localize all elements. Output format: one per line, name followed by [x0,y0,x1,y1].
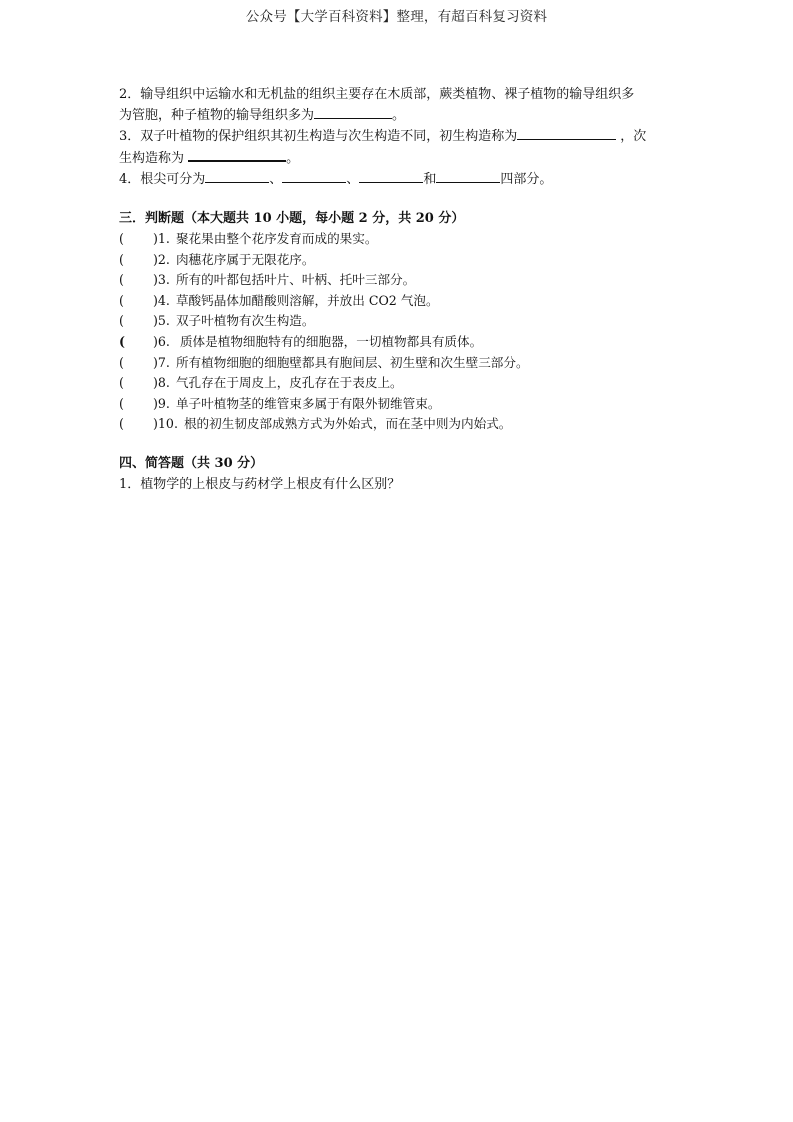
question-2-line1: 2．输导组织中运输水和无机盐的组织主要存在木质部，蕨类植物、裸子植物的输导组织多 [119,87,635,102]
item-text: 单子叶植物茎的维管束多属于有限外韧维管束。 [175,395,441,411]
answer-paren[interactable]: ( [119,395,124,411]
page-header: 公众号【大学百科资料】整理，有超百科复习资料 [245,9,548,25]
answer-paren[interactable]: ( [119,313,124,329]
answer-paren[interactable]: ( [119,251,124,267]
question-4-sep1: 、 [269,172,283,187]
question-3-line1-after: ，次 [620,129,647,144]
item-text: 双子叶植物有次生构造。 [175,313,315,329]
question-4-sep2: 、 [346,172,360,187]
true-false-list [119,229,675,435]
list-item [119,270,675,291]
list-item [119,353,675,374]
answer-blank[interactable] [517,126,616,140]
short-answer-question-1: 1．植物学的上根皮与药材学上根皮有什么区别？ [119,476,401,492]
item-number: )4. [153,292,170,308]
answer-blank[interactable] [282,169,346,183]
answer-paren[interactable]: ( [119,231,124,246]
question-2-line2-after: 。 [392,108,406,123]
item-text: 质体是植物细胞特有的细胞器，一切植物都具有质体。 [179,333,483,349]
item-number: )7. [153,354,170,370]
item-number: )1. [153,231,170,246]
question-3-line2-after: 。 [286,151,300,166]
item-text: 肉穗花序属于无限花序。 [175,251,315,267]
section-4-title: 四、简答题（共 30 分） [119,455,264,471]
item-text: 所有的叶都包括叶片、叶柄、托叶三部分。 [175,272,416,288]
item-text: 根的初生韧皮部成熟方式为外始式，而在茎中则为内始式。 [183,416,512,432]
item-number: )6. [153,333,170,349]
section-3-title: 三．判断题（本大题共 10 小题，每小题 2 分，共 20 分） [119,211,465,226]
answer-blank[interactable] [436,169,500,183]
answer-paren[interactable]: ( [119,333,125,349]
answer-paren[interactable]: ( [119,416,124,432]
answer-blank[interactable] [205,169,269,183]
question-3-line1-before: 3．双子叶植物的保护组织其初生构造与次生构造不同，初生构造称为 [119,129,518,144]
item-number: )9. [153,395,170,411]
answer-blank[interactable] [314,105,392,119]
question-2 [119,84,675,126]
answer-paren[interactable]: ( [119,272,124,288]
answer-paren[interactable]: ( [119,375,124,391]
answer-blank[interactable] [188,147,286,162]
list-item [119,394,675,415]
item-text: 聚花果由整个花序发育而成的果实。 [175,231,378,246]
list-item [119,311,675,332]
question-3-line2-before: 生构造称为 [119,151,185,166]
question-2-line2-before: 为管胞，种子植物的输导组织多为 [119,108,315,123]
question-4-before: 4．根尖可分为 [119,172,206,187]
document-body [119,84,675,495]
question-4-after: 四部分。 [500,172,553,187]
list-item [119,373,675,394]
item-text: 草酸钙晶体加醋酸则溶解，并放出 CO2 气泡。 [175,292,439,308]
list-item [119,250,675,271]
item-text: 所有植物细胞的细胞壁都具有胞间层、初生壁和次生壁三部分。 [175,354,529,370]
item-number: )5. [153,313,170,329]
question-4 [119,169,675,190]
answer-blank[interactable] [359,169,423,183]
list-item [119,229,675,250]
list-item [119,414,675,435]
item-number: )8. [153,375,170,391]
list-item [119,332,675,353]
question-4-sep3: 和 [423,172,437,187]
item-text: 气孔存在于周皮上，皮孔存在于表皮上。 [175,375,403,391]
item-number: )10. [153,416,178,432]
item-number: )3. [153,272,170,288]
answer-paren[interactable]: ( [119,354,124,370]
answer-paren[interactable]: ( [119,292,124,308]
question-3 [119,126,675,169]
item-number: )2. [153,251,170,267]
list-item [119,291,675,312]
